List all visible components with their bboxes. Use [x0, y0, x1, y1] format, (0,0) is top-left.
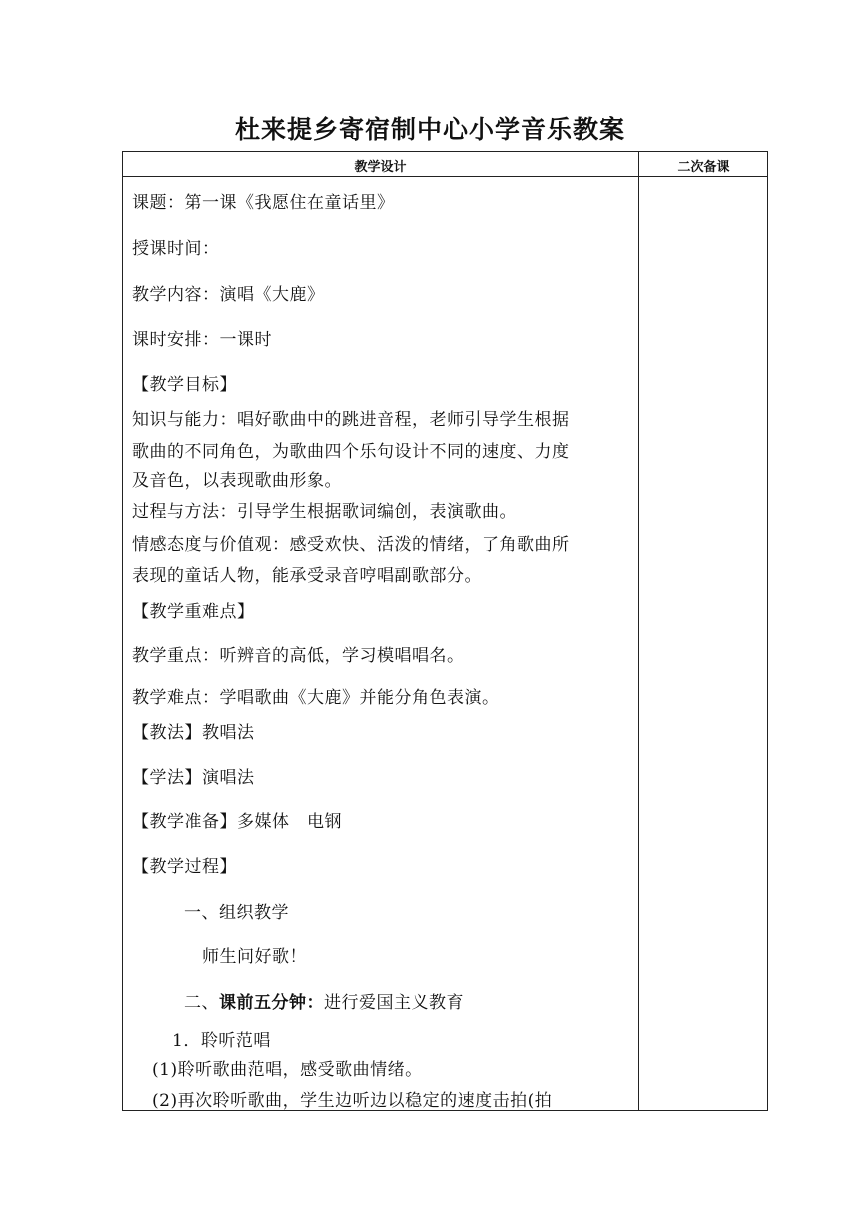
greeting-song: 师生问好歌！ — [202, 947, 307, 967]
goal-emotion-line1: 情感态度与价值观：感受欢快、活泼的情绪，了角歌曲所 — [132, 535, 570, 555]
sub-listen-b: (2)再次聆听歌曲，学生边听边以稳定的速度击拍(拍 — [152, 1091, 553, 1111]
lesson-topic: 课题：第一课《我愿住在童话里》 — [132, 193, 395, 213]
key-points-heading: 【教学重难点】 — [132, 602, 255, 622]
step-organize: 一、组织教学 — [184, 903, 289, 923]
goal-knowledge-line2: 歌曲的不同角色，为歌曲四个乐句设计不同的速度、力度 — [132, 442, 570, 462]
column-divider — [638, 152, 639, 1110]
page-title: 杜来提乡寄宿制中心小学音乐教案 — [234, 115, 625, 144]
column-header-design: 教学设计 — [354, 160, 407, 175]
column-header-second-prep: 二次备课 — [677, 160, 730, 175]
step-five-minutes-bold: 课前五分钟： — [219, 993, 324, 1013]
goal-emotion-line2: 表现的童话人物，能承受录音哼唱副歌部分。 — [132, 566, 482, 586]
header-divider — [123, 176, 767, 177]
lesson-time: 授课时间： — [132, 239, 220, 259]
difficulty-point: 教学难点：学唱歌曲《大鹿》并能分角色表演。 — [132, 688, 500, 708]
teaching-method: 【教法】教唱法 — [132, 723, 255, 743]
key-point: 教学重点：听辨音的高低，学习模唱唱名。 — [132, 646, 465, 666]
step-five-minutes — [184, 988, 464, 1013]
step-five-minutes-rest: 进行爱国主义教育 — [324, 993, 464, 1013]
teaching-prep: 【教学准备】多媒体 电钢 — [132, 812, 342, 832]
sub-listen: 1．聆听范唱 — [172, 1031, 271, 1051]
goal-knowledge-line1: 知识与能力：唱好歌曲中的跳进音程，老师引导学生根据 — [132, 410, 570, 430]
sub-listen-a: (1)聆听歌曲范唱，感受歌曲情绪。 — [152, 1060, 423, 1080]
lesson-schedule: 课时安排：一课时 — [132, 330, 272, 350]
step-five-minutes-prefix: 二、 — [184, 993, 219, 1013]
goal-knowledge-line3: 及音色，以表现歌曲形象。 — [132, 471, 342, 491]
process-heading: 【教学过程】 — [132, 857, 237, 877]
learning-method: 【学法】演唱法 — [132, 768, 255, 788]
goals-heading: 【教学目标】 — [132, 375, 237, 395]
lesson-content: 教学内容：演唱《大鹿》 — [132, 285, 325, 305]
goal-process: 过程与方法：引导学生根据歌词编创，表演歌曲。 — [132, 502, 517, 522]
